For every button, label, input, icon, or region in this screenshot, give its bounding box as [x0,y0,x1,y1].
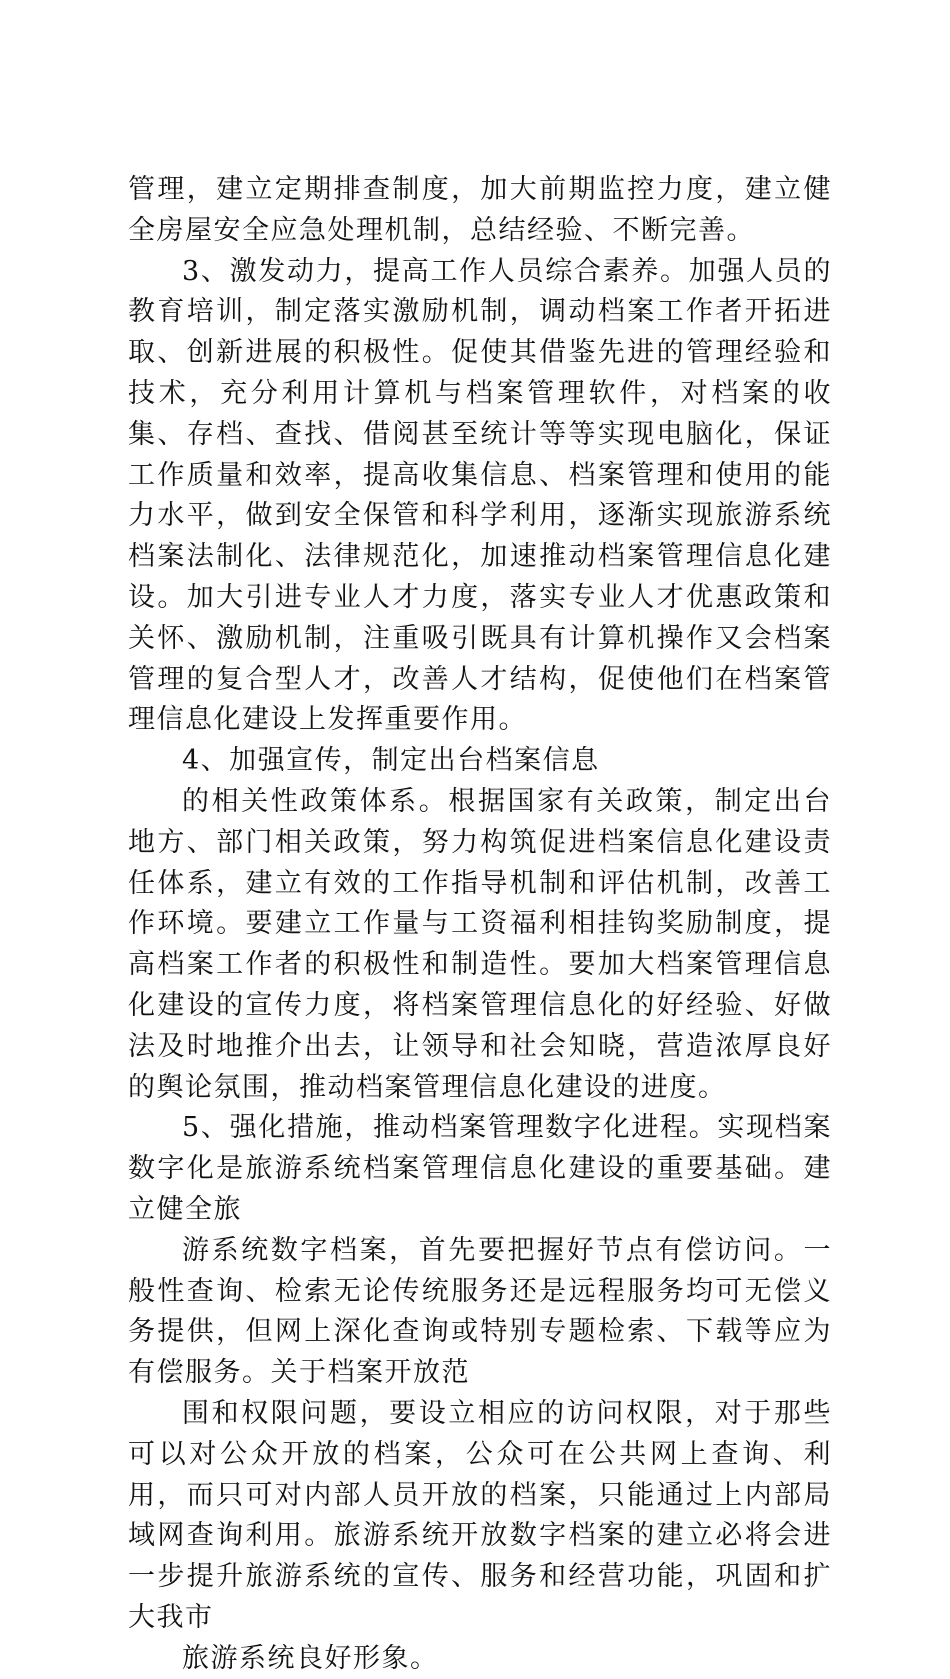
paragraph-1: 管理，建立定期排查制度，加大前期监控力度，建立健全房屋安全应急处理机制，总结经验、不断完善。 [128,174,832,246]
paragraph-3: 4、加强宣传，制定出台档案信息 [182,745,600,777]
paragraph-8: 旅游系统良好形象。 [182,1642,439,1674]
paragraph-7: 围和权限问题，要设立相应的访问权限，对于那些可以对公众开放的档案，公众可在公共网上查询、利用，而只可对内部人员开放的档案，只能通过上内部局域网查询利用。旅游系统开放数字档案的建立必将会进一步提升旅游系统的宣传、服务和经营功能，巩固和扩大我市 [128,1397,832,1633]
paragraph-2: 3、激发动力，提高工作人员综合素养。加强人员的教育培训，制定落实激励机制，调动档案工作者开拓进取、创新进展的积极性。促使其借鉴先进的管理经验和技术，充分利用计算机与档案管理软件，对档案的收集、存档、查找、借阅甚至统计等等实现电脑化，保证工作质量和效率，提高收集信息、档案管理和使用的能力水平，做到安全保管和科学利用，逐渐实现旅游系统档案法制化、法律规范化，加速推动档案管理信息化建设。加大引进专业人才力度，落实专业人才优惠政策和关怀、激励机制，注重吸引既具有计算机操作又会档案管理的复合型人才，改善人才结构，促使他们在档案管理信息化建设上发挥重要作用。 [128,255,832,736]
body-text [128,170,832,1679]
paragraph-4: 的相关性政策体系。根据国家有关政策，制定出台地方、部门相关政策，努力构筑促进档案信息化建设责任体系，建立有效的工作指导机制和评估机制，改善工作环境。要建立工作量与工资福利相挂钩奖励制度，提高档案工作者的积极性和制造性。要加大档案管理信息化建设的宣传力度，将档案管理信息化的好经验、好做法及时地推介出去，让领导和社会知晓，营造浓厚良好的舆论氛围，推动档案管理信息化建设的进度。 [128,785,832,1103]
paragraph-6: 游系统数字档案，首先要把握好节点有偿访问。一般性查询、检索无论传统服务还是远程服务均可无偿义务提供，但网上深化查询或特别专题检索、下载等应为有偿服务。关于档案开放范 [128,1234,832,1389]
paragraph-5: 5、强化措施，推动档案管理数字化进程。实现档案数字化是旅游系统档案管理信息化建设的重要基础。建立健全旅 [128,1112,832,1225]
